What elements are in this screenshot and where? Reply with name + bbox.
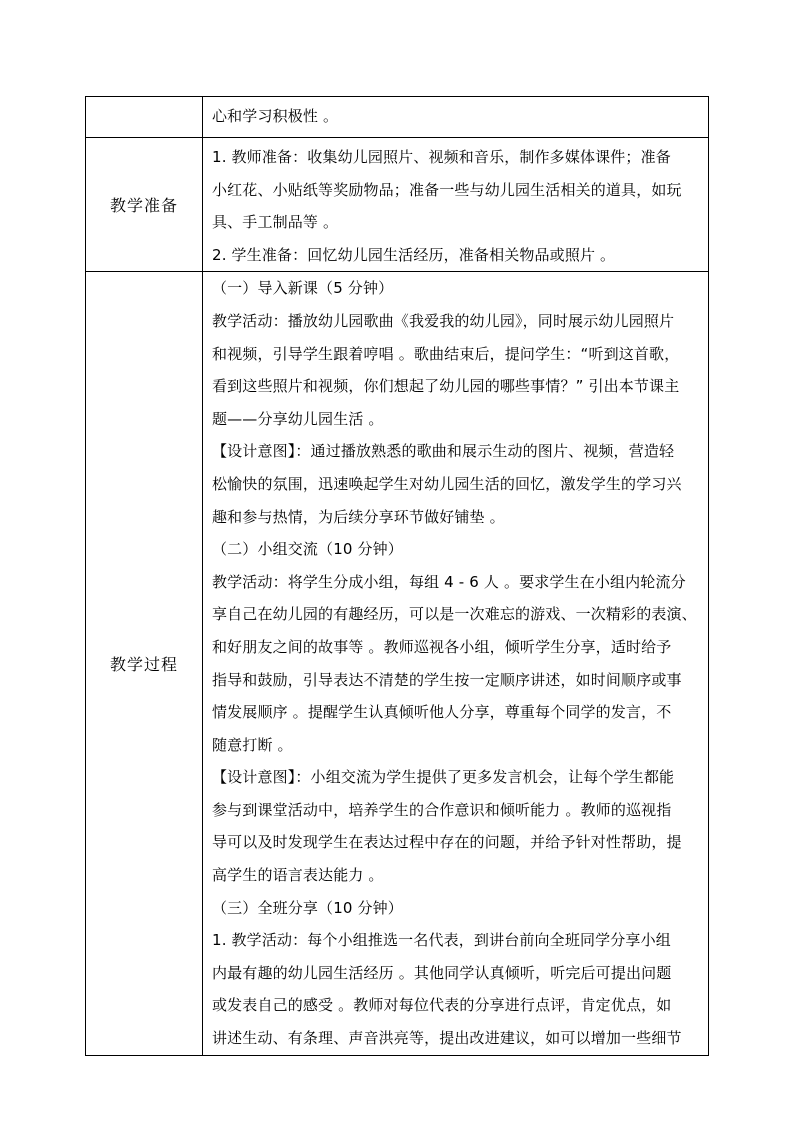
text-line: 讲述生动、有条理、声音洪亮等，提出改进建议，如可以增加一些细节: [212, 1029, 682, 1048]
row-label-process: 教学过程: [86, 272, 203, 1055]
text-line: 【设计意图】：通过播放熟悉的歌曲和展示生动的图片、视频，营造轻: [212, 442, 675, 461]
text-line: 情发展顺序 。提醒学生认真倾听他人分享，尊重每个同学的发言，不: [212, 703, 672, 722]
text-line: 和好朋友之间的故事等 。教师巡视各小组，倾听学生分享，适时给予: [212, 637, 672, 656]
text-line: 1. 教师准备：收集幼儿园照片、视频和音乐，制作多媒体课件；准备: [212, 148, 671, 166]
table-row-process: [86, 272, 709, 1055]
text-line: 高学生的语言表达能力 。: [212, 866, 384, 885]
text-line: （三）全班分享（10 分钟）: [212, 898, 403, 917]
text-line: 2. 学生准备：回忆幼儿园生活经历，准备相关物品或照片 。: [212, 245, 616, 264]
text-line: 具、手工制品等 。: [212, 213, 339, 232]
text-line: 1. 教学活动：每个小组推选一名代表，到讲台前向全班同学分享小组: [212, 931, 671, 950]
text-line: 和视频，引导学生跟着哼唱 。歌曲结束后，提问学生：“听到这首歌，: [212, 344, 680, 363]
table-row-intro: [86, 97, 709, 138]
text-line: 参与到课堂活动中，培养学生的合作意识和倾听能力 。教师的巡视指: [212, 800, 672, 819]
text-line: 教学活动：将学生分成小组，每组 4 - 6 人 。要求学生在小组内轮流分: [212, 572, 686, 591]
text-line: 教学活动：播放幼儿园歌曲《我爱我的幼儿园》，同时展示幼儿园照片: [212, 311, 675, 330]
text-line: 指导和鼓励，引导表达不清楚的学生按一定顺序讲述，如时间顺序或事: [212, 670, 682, 689]
text-line: 内最有趣的幼儿园生活经历 。其他同学认真倾听，听完后可提出问题: [212, 963, 672, 982]
lesson-plan-table: [85, 96, 709, 1056]
text-line: （二）小组交流（10 分钟）: [212, 540, 403, 559]
text-line: 随意打断 。: [212, 735, 293, 754]
row-label-prep: 教学准备: [86, 138, 203, 272]
text-line: 心和学习积极性 。: [212, 107, 339, 125]
text-line: 【设计意图】：小组交流为学生提供了更多发言机会，让每个学生都能: [212, 768, 675, 787]
row-label-empty: [86, 97, 203, 138]
text-line: 看到这些照片和视频，你们想起了幼儿园的哪些事情？” 引出本节课主: [212, 377, 680, 396]
process-content-cell: [203, 272, 709, 1055]
text-line: 趣和参与热情，为后续分享环节做好铺垫 。: [212, 507, 505, 526]
prep-content-cell: [203, 138, 709, 272]
text-line: 或发表自己的感受 。教师对每位代表的分享进行点评，肯定优点，如: [212, 996, 672, 1015]
table-row-prep: [86, 138, 709, 272]
text-line: 松愉快的氛围，迅速唤起学生对幼儿园生活的回忆，激发学生的学习兴: [212, 474, 682, 493]
text-line: 享自己在幼儿园的有趣经历，可以是一次难忘的游戏、一次精彩的表演、: [212, 605, 697, 624]
text-line: （一）导入新课（5 分钟）: [212, 279, 394, 298]
text-line: 导可以及时发现学生在表达过程中存在的问题，并给予针对性帮助，提: [212, 833, 682, 852]
intro-content-cell: [203, 97, 709, 138]
text-line: 题——分享幼儿园生活 。: [212, 409, 384, 428]
text-line: 小红花、小贴纸等奖励物品；准备一些与幼儿园生活相关的道具，如玩: [212, 180, 682, 199]
